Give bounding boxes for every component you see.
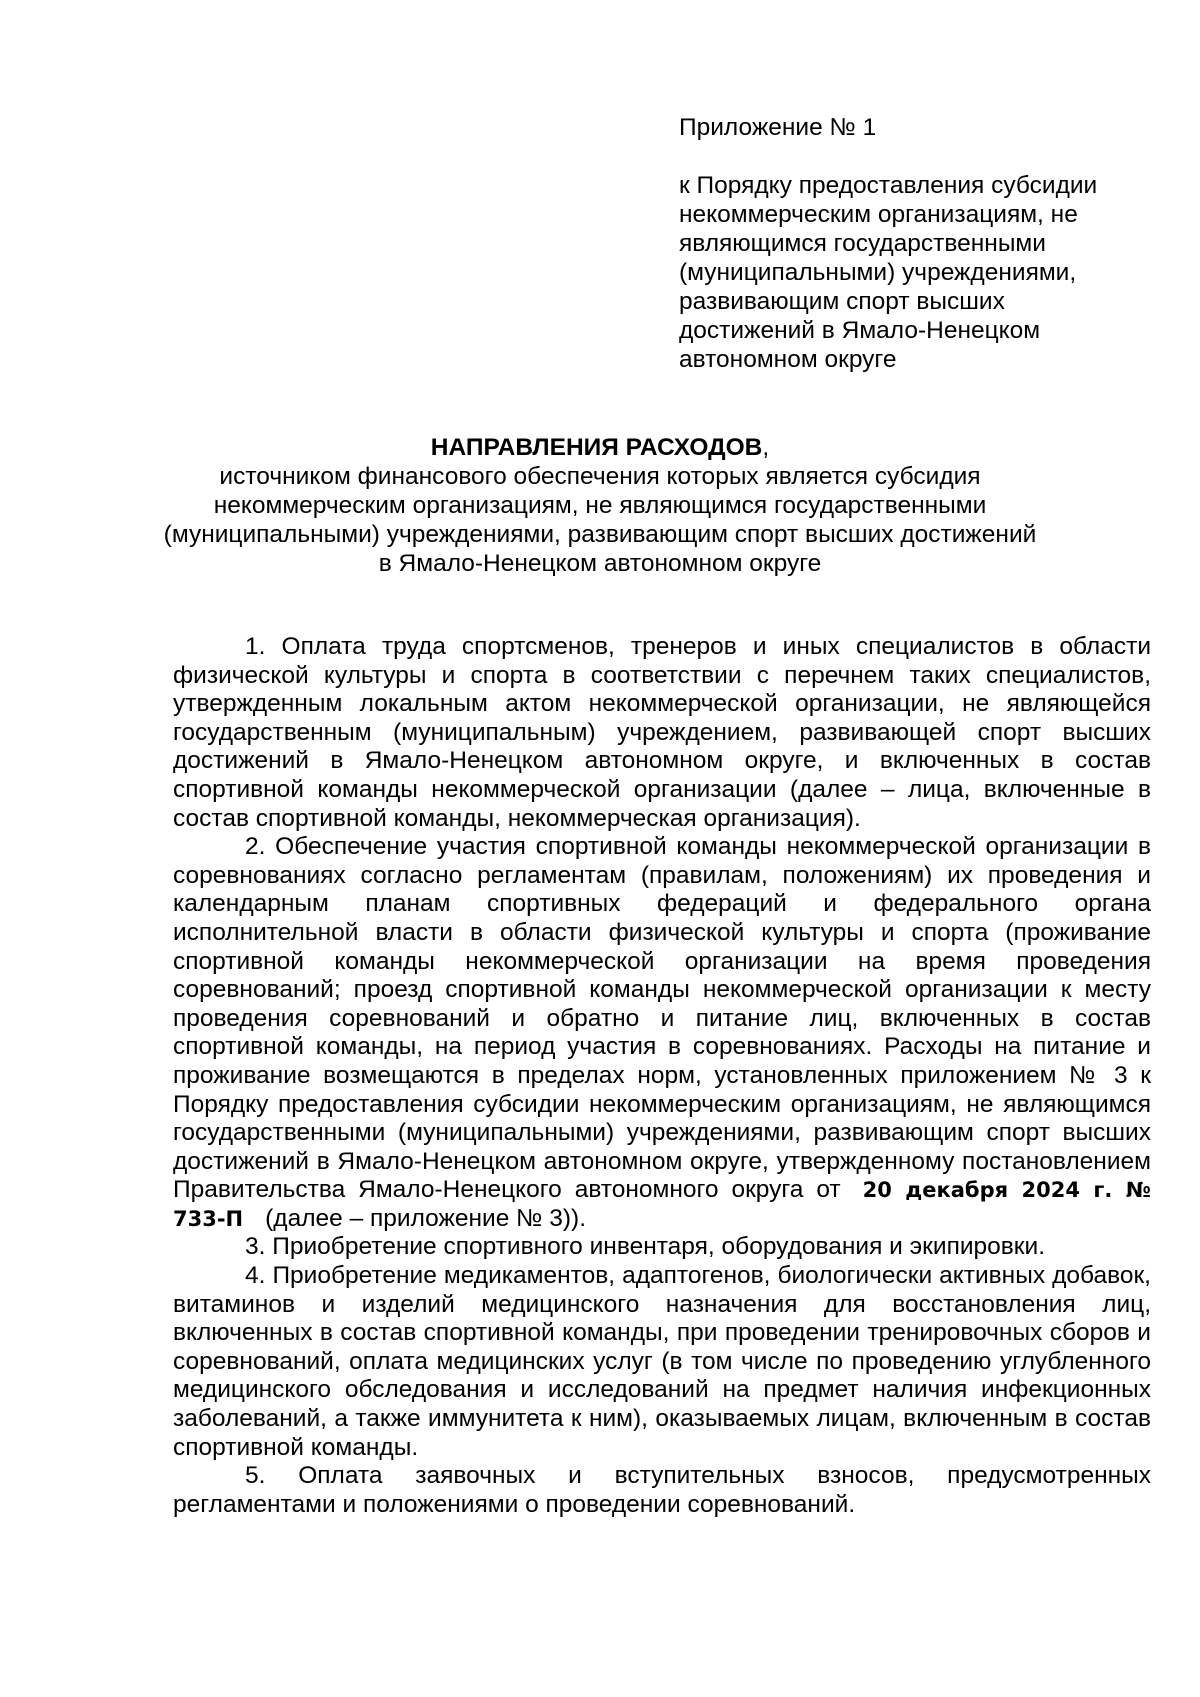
heading-title: НАПРАВЛЕНИЯ РАСХОДОВ bbox=[430, 434, 763, 461]
heading-subtitle: источником финансового обеспечения которых является субсидия некоммерческим организациям, не являющимся государственными (муниципальными) учреждениями, развивающим спорт высших достижений в Ямало-Ненецком автономном округе bbox=[163, 463, 1037, 577]
expense-item-1: 1. Оплата труда спортсменов, тренеров и иных специалистов в области физической культуры и спорта в соответствии с перечнем таких специалистов, утвержденным локальным актом некоммерческой организации, не являющейся государственным (муниципальным) учреждением, развивающей спорт высших достижений в Ямало-Ненецком автономном округе, и включенных в состав спортивной команды некоммерческой организации (далее – лица, включенные в состав спортивной команды, некоммерческая организация). bbox=[173, 633, 1151, 832]
decree-reference: 20 декабря 2024 г. № 733-П bbox=[173, 1178, 1151, 1231]
heading-title-line bbox=[160, 433, 1040, 462]
expense-item-2-text: 2. Обеспечение участия спортивной команды некоммерческой организации в соревнованиях согласно регламентам (правилам, положениям) их проведения и календарным планам спортивных федераций и федерального органа исполнительной власти в области физической культуры и спорта (проживание спортивной команды некоммерческой организации на время проведения соревнований; проезд спортивной команды некоммерческой организации к месту проведения соревнований и обратно и питание лиц, включенных в состав спортивной команды, на период участия в соревнованиях. Расходы на питание и проживание возмещаются в пределах норм, установленных приложением № 3 к Порядку предоставления субсидии некоммерческим организациям, не являющимся государственными (муниципальными) учреждениями, развивающим спорт высших достижений в Ямало-Ненецком автономном округе, утвержденному постановлением Правительства Ямало-Ненецкого автономного округа от bbox=[173, 833, 1151, 1204]
appendix-block bbox=[679, 113, 1129, 374]
expense-item-2-tail: (далее – приложение № 3)). bbox=[265, 1204, 587, 1232]
expense-item-2 bbox=[173, 833, 1151, 1233]
appendix-title: Приложение № 1 bbox=[679, 114, 877, 141]
expense-item-3: 3. Приобретение спортивного инвентаря, оборудования и экипировки. bbox=[245, 1233, 1046, 1261]
expense-item-4: 4. Приобретение медикаментов, адаптогенов, биологически активных добавок, витаминов и изделий медицинского назначения для восстановления лиц, включенных в состав спортивной команды, при проведении тренировочных сборов и соревнований, оплата медицинских услуг (в том числе по проведению углубленного медицинского обследования и исследований на предмет наличия инфекционных заболеваний, а также иммунитета к ним), оказываемых лицам, включенным в состав спортивной команды. bbox=[173, 1262, 1151, 1461]
expense-list bbox=[173, 633, 1151, 1519]
heading-title-suffix: , bbox=[762, 434, 770, 461]
expense-item-5: 5. Оплата заявочных и вступительных взносов, предусмотренных регламентами и положениями о проведении соревнований. bbox=[173, 1462, 1151, 1518]
document-heading bbox=[160, 433, 1040, 578]
appendix-text: к Порядку предоставления субсидии некоммерческим организациям, не являющимся государственными (муниципальными) учреждениями, развивающим спорт высших достижений в Ямало-Ненецком автономном округе bbox=[679, 172, 1098, 373]
